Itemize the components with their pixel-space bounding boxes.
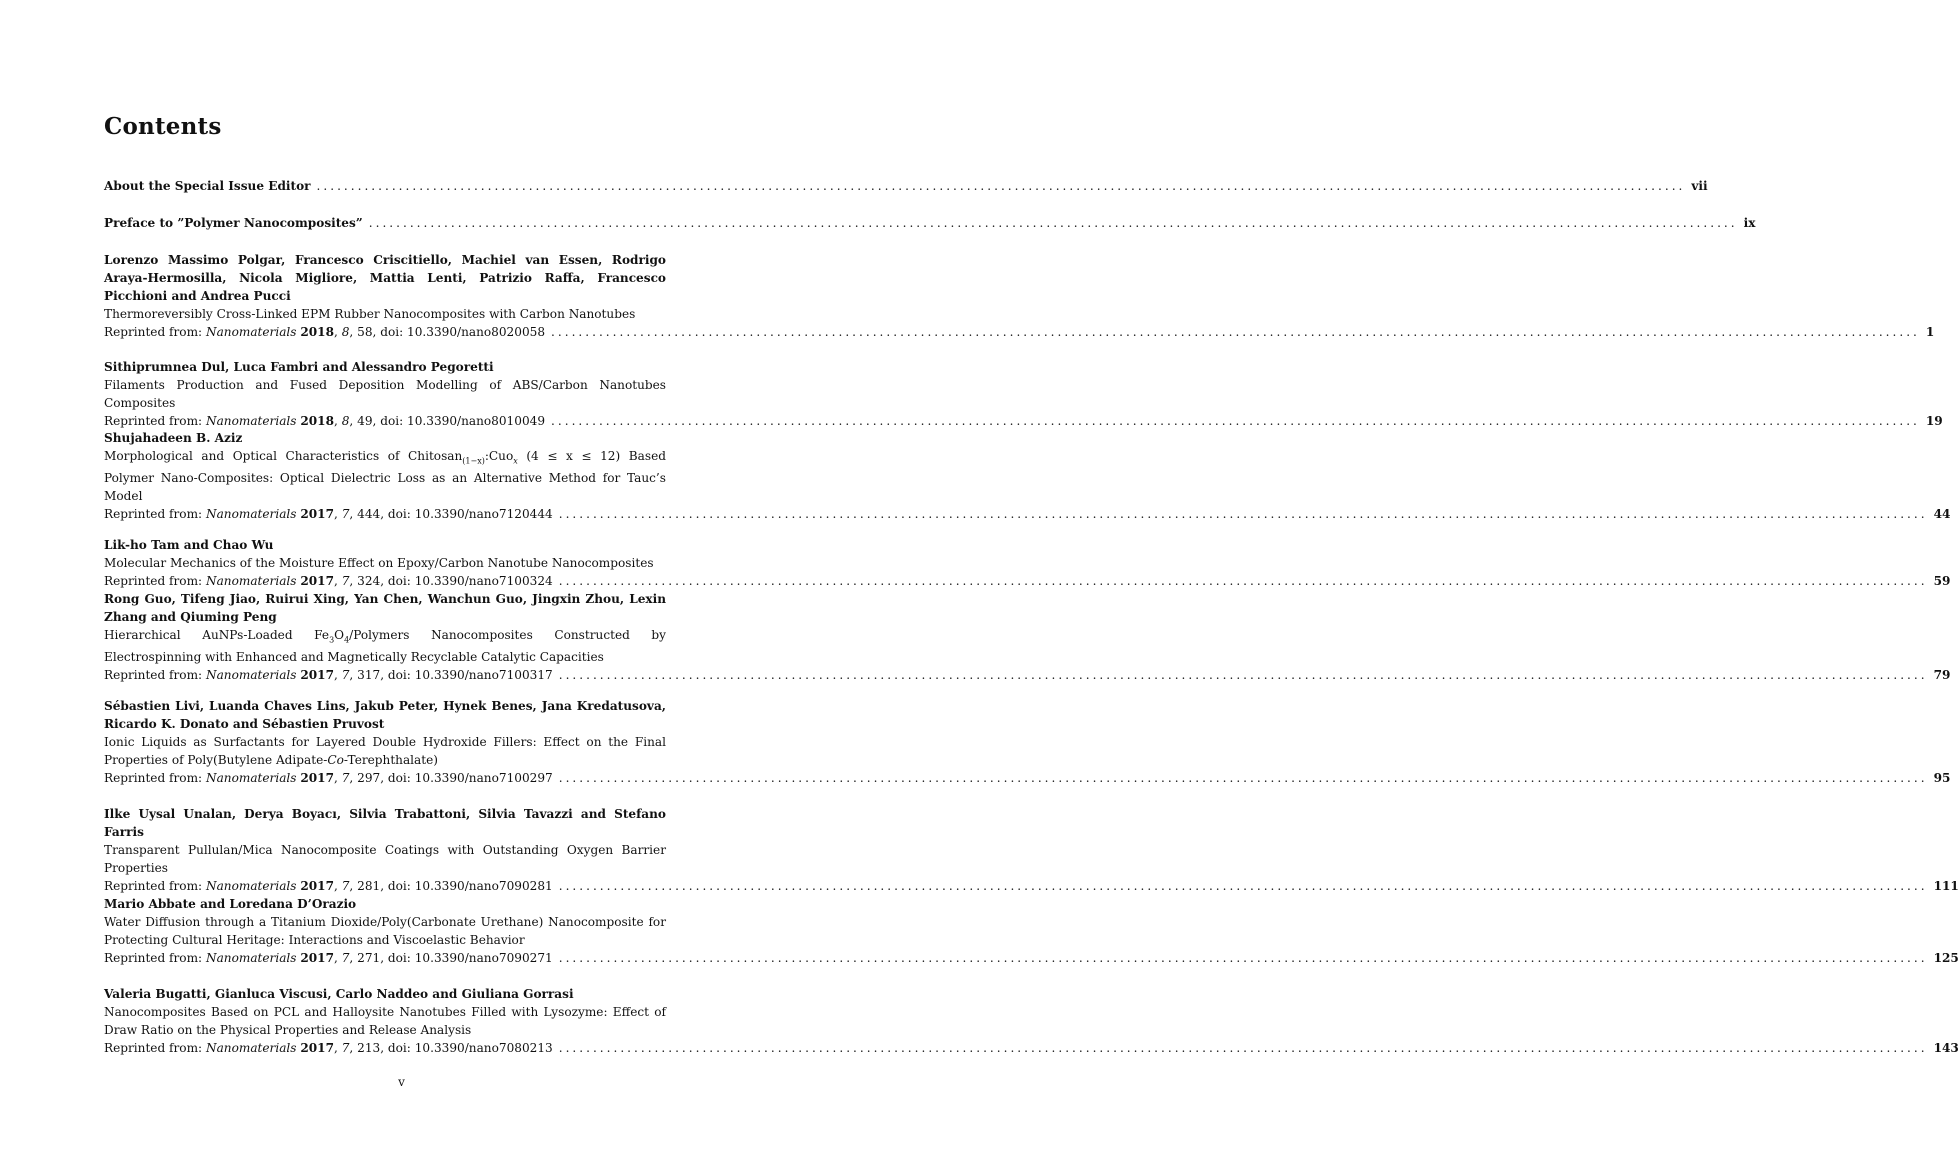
leader-dots: ........................................................................................................................................................................................................ bbox=[558, 507, 1928, 522]
doi: 10.3390/nano8020058 bbox=[407, 324, 546, 339]
entry-reprint-line: Reprinted from: Nanomaterials 2017, 7, 444, doi: 10.3390/nano7120444 ........................................................................................................................................................................................................ 44 bbox=[104, 506, 700, 524]
entry-page-number: 143 bbox=[1933, 1040, 1959, 1055]
page-number-footer: v bbox=[398, 1075, 405, 1089]
entry-authors: Lorenzo Massimo Polgar, Francesco Criscitiello, Machiel van Essen, Rodrigo Araya-Hermosilla, Nicola Migliore, Mattia Lenti, Patrizio Raffa, Francesco Picchioni and Andrea Pucci bbox=[104, 253, 666, 303]
leader-dots: ........................................................................................................................................................................................................ bbox=[558, 878, 1928, 893]
entry-reprint-line: Reprinted from: Nanomaterials 2018, 8, 49, doi: 10.3390/nano8010049 ........................................................................................................................................................................................................ 19 bbox=[104, 413, 700, 431]
entry-reprint-line: Reprinted from: Nanomaterials 2017, 7, 271, doi: 10.3390/nano7090271 ........................................................................................................................................................................................................ 125 bbox=[104, 950, 700, 968]
page-title: Contents bbox=[104, 113, 222, 140]
toc-entry[interactable] bbox=[104, 591, 1951, 685]
entry-page-number: 44 bbox=[1933, 507, 1951, 522]
entry-page-number: ix bbox=[1743, 216, 1756, 230]
entry-authors: Ilke Uysal Unalan, Derya Boyacı, Silvia Trabattoni, Silvia Tavazzi and Stefano Farris bbox=[104, 807, 666, 839]
doi: 10.3390/nano7090281 bbox=[414, 878, 553, 893]
entry-reprint-line: Reprinted from: Nanomaterials 2017, 7, 281, doi: 10.3390/nano7090281 ........................................................................................................................................................................................................ 111 bbox=[104, 878, 700, 896]
entry-label: Preface to ”Polymer Nanocomposites” bbox=[104, 216, 363, 230]
journal-name: Nanomaterials bbox=[205, 878, 297, 893]
entry-page-number: 19 bbox=[1925, 413, 1943, 428]
entry-reprint-line: Reprinted from: Nanomaterials 2017, 7, 213, doi: 10.3390/nano7080213 ........................................................................................................................................................................................................ 143 bbox=[104, 1040, 700, 1058]
doi: 10.3390/nano7120444 bbox=[414, 507, 553, 522]
doi: 10.3390/nano7080213 bbox=[414, 1040, 553, 1055]
entry-reprint-line: Reprinted from: Nanomaterials 2017, 7, 317, doi: 10.3390/nano7100317 ........................................................................................................................................................................................................ 79 bbox=[104, 667, 700, 685]
doi: 10.3390/nano7100324 bbox=[414, 573, 553, 588]
doi: 10.3390/nano8010049 bbox=[407, 413, 546, 428]
entry-title: Ionic Liquids as Surfactants for Layered Double Hydroxide Fillers: Effect on the Final Properties of Poly(Butylene Adipate-Co-Terephthalate) bbox=[104, 734, 666, 767]
entry-page-number: 79 bbox=[1933, 668, 1951, 683]
doi: 10.3390/nano7100297 bbox=[414, 770, 553, 785]
entry-reprint-line: Reprinted from: Nanomaterials 2017, 7, 324, doi: 10.3390/nano7100324 ........................................................................................................................................................................................................ 59 bbox=[104, 573, 700, 591]
journal-name: Nanomaterials bbox=[205, 573, 297, 588]
toc-entry[interactable] bbox=[104, 986, 1959, 1058]
toc-entry[interactable] bbox=[104, 537, 1951, 591]
entry-title: Water Diffusion through a Titanium Dioxide/Poly(Carbonate Urethane) Nanocomposite for Protecting Cultural Heritage: Interactions and Viscoelastic Behavior bbox=[104, 914, 666, 947]
toc-entry[interactable] bbox=[104, 698, 1951, 788]
entry-page-number: 125 bbox=[1933, 950, 1959, 965]
leader-dots: ........................................................................................................................................................................................................ bbox=[551, 413, 1920, 428]
entry-authors: Valeria Bugatti, Gianluca Viscusi, Carlo Naddeo and Giuliana Gorrasi bbox=[104, 987, 574, 1001]
leader-dots: ........................................................................................................................................................................................................ bbox=[551, 324, 1920, 339]
entry-label: About the Special Issue Editor bbox=[104, 179, 311, 193]
entry-page-number: 111 bbox=[1933, 878, 1959, 893]
entry-title: Filaments Production and Fused Deposition Modelling of ABS/Carbon Nanotubes Composites bbox=[104, 377, 666, 410]
entry-title: Hierarchical AuNPs-Loaded $Fe_3O_4$/Polymers Nanocomposites Constructed by Electrospinning with Enhanced and Magnetically Recyclable Catalytic Capacities bbox=[104, 627, 667, 665]
toc-entry[interactable] bbox=[104, 806, 1959, 896]
entry-authors: Mario Abbate and Loredana D’Orazio bbox=[104, 897, 357, 911]
toc-entry[interactable] bbox=[104, 252, 1935, 342]
journal-name: Nanomaterials bbox=[205, 324, 297, 339]
journal-name: Nanomaterials bbox=[205, 507, 297, 522]
entry-page-number: 95 bbox=[1933, 770, 1951, 785]
leader-dots: ........................................................................................................................................................................................................ bbox=[558, 770, 1928, 785]
entry-reprint-line: Reprinted from: Nanomaterials 2018, 8, 58, doi: 10.3390/nano8020058 ........................................................................................................................................................................................................ 1 bbox=[104, 324, 700, 342]
entry-page-number: vii bbox=[1691, 179, 1708, 193]
leader-dots: ........................................................................................................................................................................................................ bbox=[558, 950, 1928, 965]
leader-dots: ........................................................................................................................................................................................................ bbox=[558, 668, 1928, 683]
entry-page-number: 1 bbox=[1925, 324, 1935, 339]
entry-title: Morphological and Optical Characteristics of Chitosan$_{(1-x)}$:Cuo$_x$ (4 ≤ x ≤ 12) Based Polymer Nano-Composites: Optical Dielectric Loss as an Alternative Method for Tauc’s Model bbox=[104, 448, 666, 504]
leader-dots: ........................................................................................................................................................................................................ bbox=[368, 216, 1738, 230]
toc-entry[interactable] bbox=[104, 430, 1951, 524]
journal-name: Nanomaterials bbox=[205, 950, 297, 965]
entry-title: Molecular Mechanics of the Moisture Effect on Epoxy/Carbon Nanotube Nanocomposites bbox=[104, 555, 654, 570]
entry-authors: Rong Guo, Tifeng Jiao, Ruirui Xing, Yan Chen, Wanchun Guo, Jingxin Zhou, Lexin Zhang and Qiuming Peng bbox=[104, 592, 666, 624]
leader-dots: ........................................................................................................................................................................................................ bbox=[558, 573, 1928, 588]
leader-dots: ........................................................................................................................................................................................................ bbox=[316, 179, 1686, 193]
entry-reprint-line: Reprinted from: Nanomaterials 2017, 7, 297, doi: 10.3390/nano7100297 ........................................................................................................................................................................................................ 95 bbox=[104, 770, 700, 788]
journal-name: Nanomaterials bbox=[205, 668, 297, 683]
entry-title: Nanocomposites Based on PCL and Halloysite Nanotubes Filled with Lysozyme: Effect of Draw Ratio on the Physical Properties and Release Analysis bbox=[104, 1004, 666, 1037]
leader-dots: ........................................................................................................................................................................................................ bbox=[558, 1040, 1928, 1055]
entry-authors: Sithiprumnea Dul, Luca Fambri and Alessandro Pegoretti bbox=[104, 360, 494, 374]
entry-title: Thermoreversibly Cross-Linked EPM Rubber Nanocomposites with Carbon Nanotubes bbox=[104, 306, 636, 321]
entry-authors: Sébastien Livi, Luanda Chaves Lins, Jakub Peter, Hynek Benes, Jana Kredatusova, Ricardo K. Donato and Sébastien Pruvost bbox=[104, 699, 666, 731]
journal-name: Nanomaterials bbox=[205, 413, 297, 428]
toc-entry-about-editor[interactable] bbox=[104, 178, 1708, 196]
entry-authors: Lik-ho Tam and Chao Wu bbox=[104, 538, 274, 552]
entry-authors: Shujahadeen B. Aziz bbox=[104, 431, 243, 445]
entry-title: Transparent Pullulan/Mica Nanocomposite Coatings with Outstanding Oxygen Barrier Properties bbox=[104, 842, 666, 875]
doi: 10.3390/nano7090271 bbox=[414, 950, 553, 965]
journal-name: Nanomaterials bbox=[205, 770, 297, 785]
toc-entry-preface[interactable] bbox=[104, 215, 1756, 233]
entry-page-number: 59 bbox=[1933, 573, 1951, 588]
doi: 10.3390/nano7100317 bbox=[414, 668, 553, 683]
toc-entry[interactable] bbox=[104, 896, 1959, 968]
journal-name: Nanomaterials bbox=[205, 1040, 297, 1055]
toc-entry[interactable] bbox=[104, 359, 1943, 431]
